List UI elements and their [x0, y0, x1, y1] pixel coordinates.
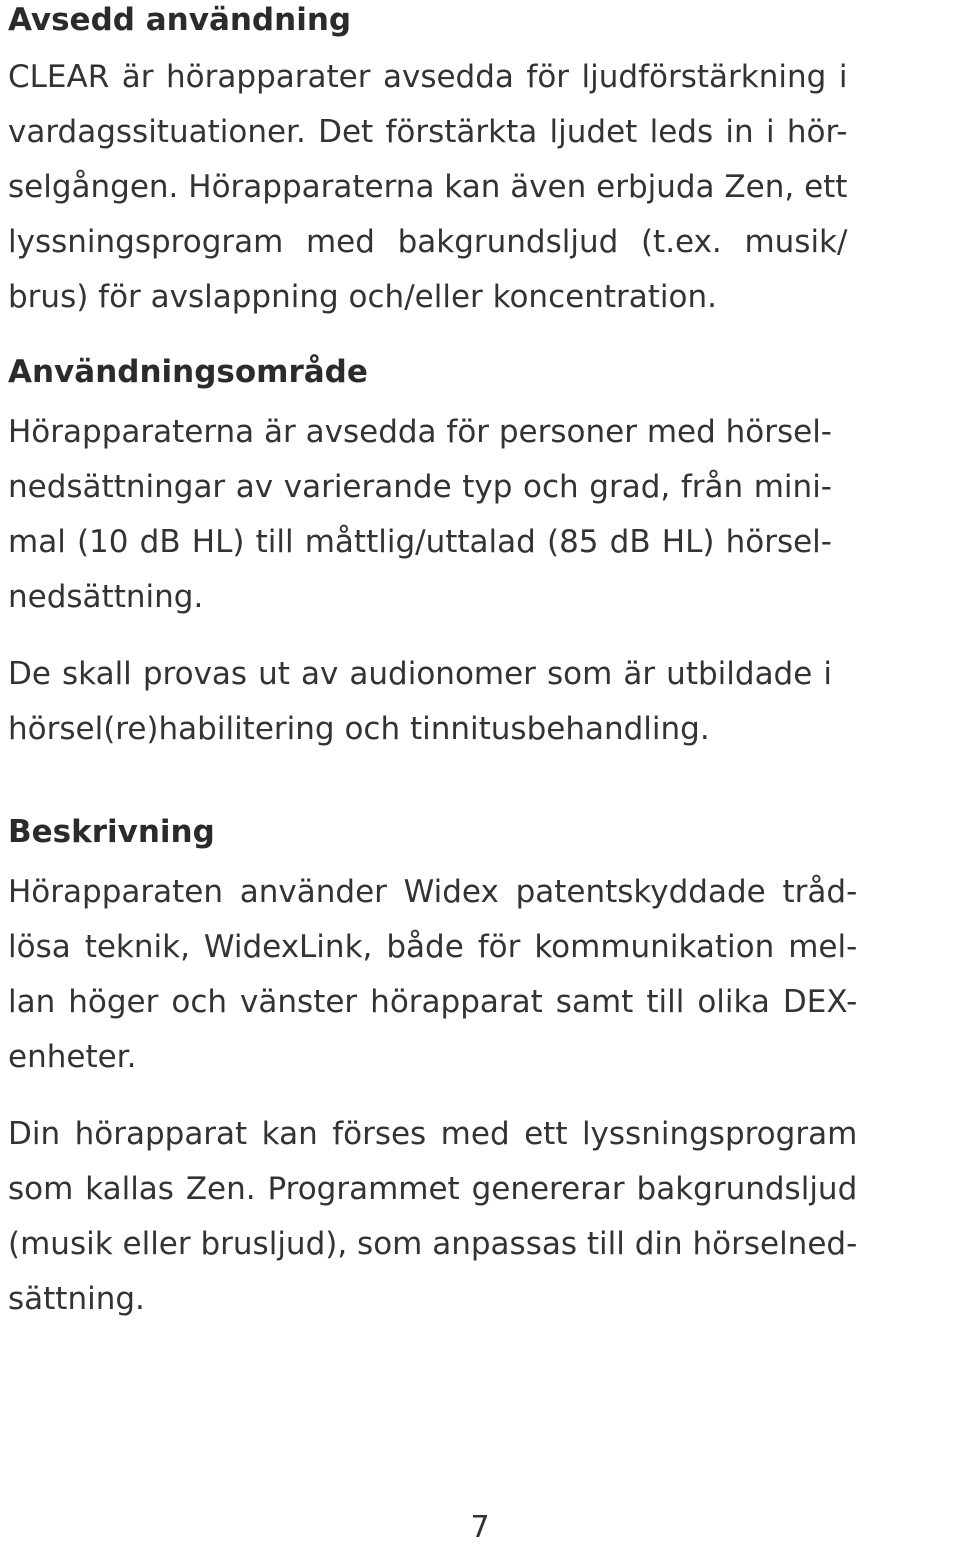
text-line: mal (10 dB HL) till måttlig/uttalad (85 dB HL) hörsel- [8, 524, 832, 560]
text-line: nedsättning. [8, 579, 204, 615]
section-heading: Avsedd användning [8, 2, 352, 38]
section-beskrivning [8, 812, 857, 1327]
text-line: Hörapparaten använder Widex patentskyddade tråd- [8, 874, 858, 910]
text-line: Hörapparaterna är avsedda för personer med hörsel- [8, 414, 832, 450]
section-heading: Beskrivning [8, 814, 215, 850]
section-anvandningsomrade [8, 352, 832, 757]
paragraph [8, 1107, 857, 1327]
text-line: lösa teknik, WidexLink, både för kommunikation mel- [8, 929, 858, 965]
text-line: selgången. Hörapparaterna kan även erbjuda Zen, ett [8, 169, 848, 205]
text-line: hörsel(re)habilitering och tinnitusbehandling. [8, 711, 710, 747]
page-number: 7 [470, 1510, 490, 1545]
text-line: enheter. [8, 1039, 137, 1075]
text-line: vardagssituationer. Det förstärkta ljudet leds in i hör- [8, 114, 848, 150]
paragraph [8, 647, 832, 757]
text-line: sättning. [8, 1281, 145, 1317]
text-line: Din hörapparat kan förses med ett lyssningsprogram [8, 1116, 858, 1152]
text-line: brus) för avslappning och/eller koncentration. [8, 279, 717, 315]
text-line: CLEAR är hörapparater avsedda för ljudförstärkning i [8, 59, 848, 95]
text-line: lyssningsprogram med bakgrundsljud (t.ex. musik/ [8, 224, 848, 260]
text-line: De skall provas ut av audionomer som är utbildade i [8, 656, 832, 692]
section-heading: Användningsområde [8, 354, 368, 390]
paragraph [8, 50, 847, 325]
section-avsedd-anvandning [8, 0, 847, 325]
paragraph [8, 405, 832, 625]
text-line: lan höger och vänster hörapparat samt till olika DEX- [8, 984, 858, 1020]
text-line: nedsättningar av varierande typ och grad, från mini- [8, 469, 832, 505]
text-line: som kallas Zen. Programmet genererar bakgrundsljud [8, 1171, 858, 1207]
paragraph [8, 865, 857, 1085]
text-line: (musik eller brusljud), som anpassas till din hörselned- [8, 1226, 858, 1262]
